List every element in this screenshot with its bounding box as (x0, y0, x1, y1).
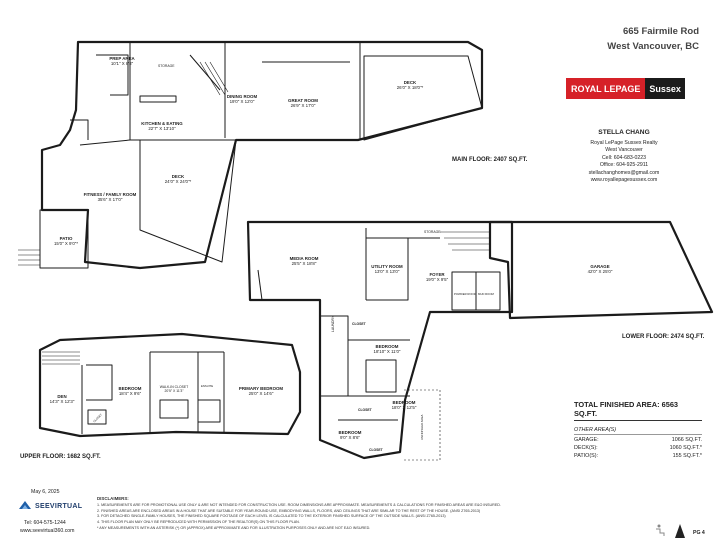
room-walk-in-closet (160, 386, 189, 394)
room-bedroom-1 (374, 344, 401, 354)
room-dim: 24'0" X 24'0"* (164, 179, 192, 185)
disclaimer-3: 3. FOR DETACHED SINGLE-FAMILY HOUSES, THE FINISHED SQUARE FOOTAGE OF EACH LEVEL IS CALCULATED TO THE EXTERIOR FINISHED SURFACE OF THE OUTSIDE WALLS. (ANSI Z765-2013) (97, 514, 446, 519)
room-fitness (84, 192, 137, 202)
room-bedroom-2 (392, 400, 417, 410)
totals-row-deck (574, 445, 702, 451)
room-dim: 18'10" X 11'0" (373, 349, 401, 355)
room-name: DECK (171, 174, 185, 179)
room-mudroom: MUD ROOM (478, 292, 494, 296)
room-dim: 25'0" X 14'6" (248, 391, 274, 397)
totals-value: 1066 SQ.FT. (671, 437, 702, 443)
room-name: PATIO (59, 236, 73, 241)
room-dim: 26'9" X 17'0" (290, 103, 316, 109)
address-line-2: West Vancouver, BC (607, 41, 699, 52)
agent-email[interactable]: stellachanghomes@gmail.com (588, 169, 660, 176)
room-ensuite: ENSUITE (201, 384, 214, 388)
room-dim: 9'0" X 8'6" (340, 435, 360, 441)
room-dim: 15'0" X 9'0"* (53, 241, 79, 247)
room-name: KITCHEN & EATING (141, 121, 183, 126)
room-name: BEDROOM (392, 400, 416, 405)
room-name: DEN (57, 394, 67, 399)
room-dim: 10'1" X 8'8" (110, 61, 134, 67)
room-name: FOYER (429, 272, 445, 277)
seevirtual-logo-icon (18, 499, 32, 513)
room-great (288, 98, 318, 108)
room-name: BEDROOM (375, 344, 399, 349)
room-dim: 19'0" X 9'5" (425, 277, 449, 283)
room-name: WALK-IN CLOSET (159, 385, 189, 389)
totals-label: GARAGE: (574, 437, 599, 443)
room-garage (588, 264, 613, 274)
lower-floor-label: LOWER FLOOR: 2474 SQ.FT. (622, 334, 705, 340)
room-dim: 25'5" X 18'8" (291, 261, 317, 267)
agent-website[interactable]: www.royallepagesussex.com (590, 177, 658, 184)
seevirtual-name: SEEVIRTUAL (35, 502, 83, 510)
agent-company: Royal LePage Sussex Realty (590, 139, 658, 146)
room-dim: 13'0" X 13'0" (374, 269, 400, 275)
north-arrow-icon (675, 524, 685, 538)
agent-name: STELLA CHANG (598, 129, 650, 136)
room-dim: 35'6" X 17'0" (97, 197, 123, 203)
room-utility (371, 264, 402, 274)
disclaimer-1: 1. MEASUREMENTS ARE FOR PROMOTIONAL USE ONLY & ARE NOT INTENDED FOR CONSTRUCTION USE. ROOM DIMENSIONS ARE APPROXIMATE. MEASUREMENTS & CALCULATIONS FOR FINISHED AREAS ARE E&O INSURED. (97, 502, 501, 507)
room-name: PRIMARY BEDROOM (238, 386, 284, 391)
room-name: DECK (403, 80, 417, 85)
plan-date: May 6, 2025 (31, 489, 60, 495)
other-areas-heading: OTHER AREA(S) (574, 427, 702, 435)
room-unfinished: UNFINISHED AREA (420, 414, 424, 440)
main-floor-plan (18, 42, 482, 268)
totals-row-patio (574, 453, 702, 459)
room-dim: 42'0" X 25'0" (587, 269, 613, 275)
room-powder: POWDER ROOM (454, 292, 477, 296)
disclaimer-2: 2. FINISHED AREAS ARE ENCLOSED AREAS IN A HOUSE THAT ARE SUITABLE FOR YEAR-ROUND USE, EMBODYING WALLS, FLOORS, AND CEILINGS THAT ARE SIMILAR TO THE REST OF THE HOUSE. (ANSI Z765-2013) (97, 508, 481, 513)
room-prep-area (109, 56, 134, 66)
room-name: GARAGE (590, 264, 610, 269)
room-dim: 19'0" X 12'0" (229, 99, 255, 105)
room-name: PREP AREA (109, 56, 135, 61)
room-bedroom-3 (339, 430, 362, 440)
room-dim: 14'3" X 12'3" (49, 399, 75, 405)
room-closet-upper: CLOSET (92, 412, 103, 424)
main-floor-label: MAIN FLOOR: 2407 SQ.FT. (452, 157, 528, 163)
room-name: FITNESS / FAMILY ROOM (83, 192, 137, 197)
room-name: MEDIA ROOM (289, 256, 319, 261)
agent-cell: Cell: 604-683-0223 (601, 154, 647, 161)
logo-sussex: Sussex (645, 78, 685, 99)
room-deck-mid (165, 174, 192, 184)
room-dim: 26'0" X 18'0"* (396, 85, 424, 91)
room-storage-lower: STORAGE (424, 230, 441, 234)
totals-label: PATIO(S): (574, 453, 599, 459)
room-dim: 20'5" X 11'3" (164, 388, 184, 393)
room-kitchen (141, 121, 182, 131)
room-media (290, 256, 319, 266)
seevirtual-phone: Tel: 604-575-1244 (24, 520, 66, 526)
room-den (50, 394, 75, 404)
room-closet-lower-2: CLOSET (358, 408, 372, 412)
room-laundry: LAUNDRY (331, 315, 335, 332)
room-name: DINING ROOM (226, 94, 258, 99)
agent-office-location: West Vancouver (605, 147, 643, 154)
room-primary-bedroom (239, 386, 283, 396)
room-patio (54, 236, 78, 246)
room-name: GREAT ROOM (288, 98, 318, 103)
seevirtual-logo (18, 499, 82, 513)
room-closet-lower-3: CLOSET (369, 448, 383, 452)
room-dim: 22'7" X 13'10" (148, 126, 176, 132)
page-number: PG 4 (693, 530, 705, 536)
room-dining (227, 94, 257, 104)
deck-top-outline (364, 56, 482, 140)
totals-value: 1060 SQ.FT.* (669, 445, 702, 451)
disclaimer-5: * ANY MEASUREMENTS WITH AN ASTERISK (*) OR (APPROX) ARE APPROXIMATE AND FOR ILLUSTRATION PURPOSES ONLY AND ARE NOT E&O INSURED. (97, 525, 371, 530)
room-dim: 18'4" X 9'6" (118, 391, 142, 397)
area-totals (574, 400, 702, 459)
main-floor-outline (42, 42, 482, 268)
seevirtual-website[interactable]: www.seevirtual360.com (20, 528, 75, 534)
wheelchair-icon (656, 525, 664, 537)
totals-value: 155 SQ.FT.* (672, 453, 702, 459)
agent-info (565, 128, 683, 185)
totals-row-garage (574, 437, 702, 443)
room-name: BEDROOM (118, 386, 142, 391)
room-deck-top (397, 80, 424, 90)
room-storage-main: STORAGE (158, 64, 175, 68)
room-closet-lower-1: CLOSET (352, 322, 366, 326)
royal-lepage-logo (566, 78, 685, 99)
address-line-1: 665 Fairmile Rod (622, 26, 699, 37)
room-dim: 18'0" X 12'5" (391, 405, 417, 411)
disclaimers-heading: DISCLAIMERS: (97, 496, 129, 501)
disclaimer-4: 4. THIS FLOOR PLAN MAY ONLY BE REPRODUCED WITH PERMISSION OF THE REALTOR(S) ON THIS FLOOR PLAN. (97, 520, 300, 525)
upper-floor-label: UPPER FLOOR: 1682 SQ.FT. (20, 454, 101, 460)
disclaimers (97, 496, 637, 532)
totals-label: DECK(S): (574, 445, 598, 451)
agent-office-phone: Office: 604-925-2911 (599, 162, 649, 169)
room-foyer (426, 272, 448, 282)
room-bedroom-upper (119, 386, 142, 396)
room-name: UTILITY ROOM (371, 264, 403, 269)
room-name: BEDROOM (338, 430, 362, 435)
logo-royal-lepage: ROYAL LEPAGE (566, 78, 645, 99)
total-finished-area: TOTAL FINISHED AREA: 6563 SQ.FT. (574, 400, 702, 421)
